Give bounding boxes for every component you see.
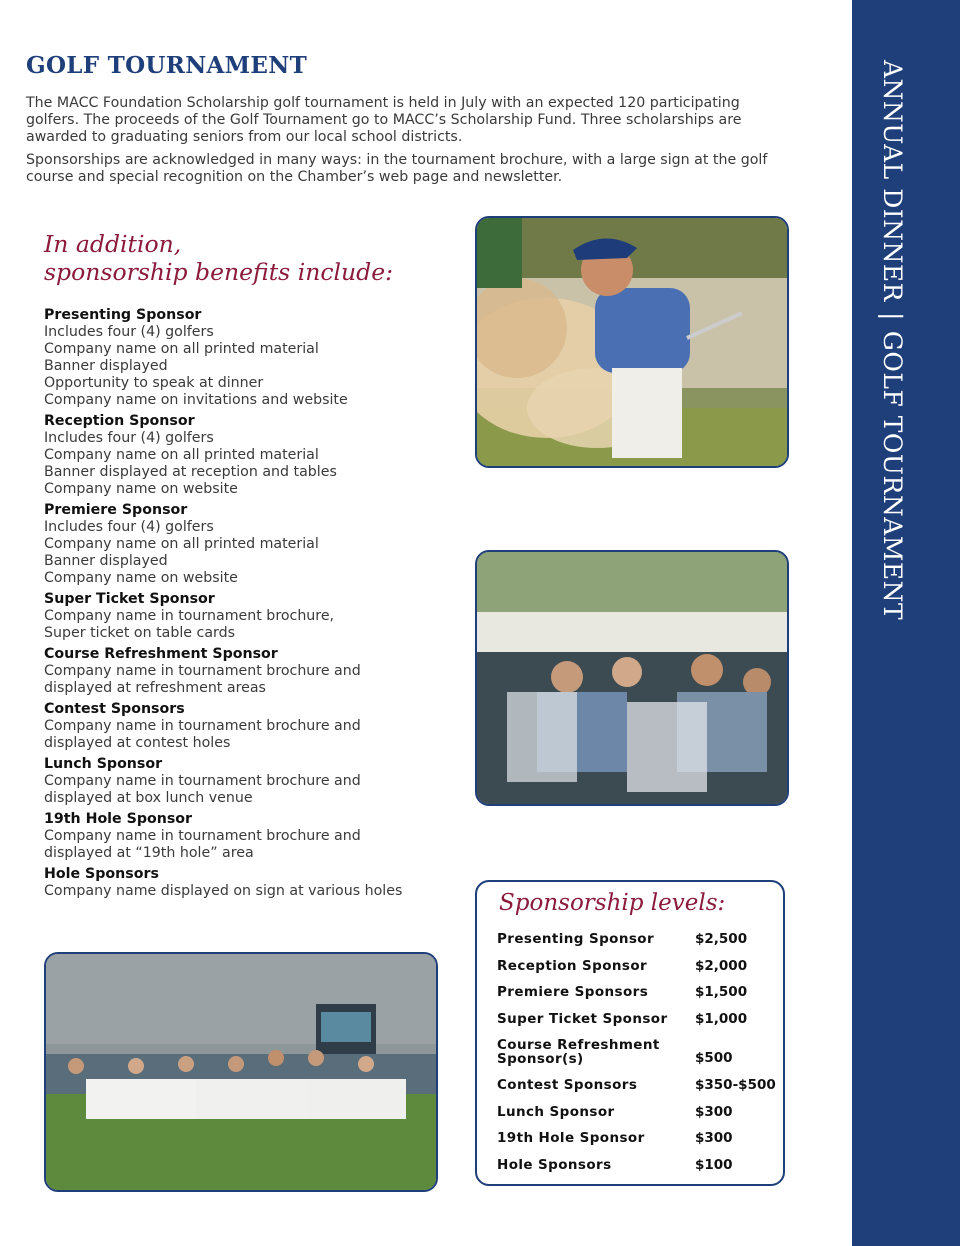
level-row: [497, 1038, 777, 1078]
benefits-heading: [44, 230, 393, 286]
benefit-item: Company name in tournament brochure and: [44, 718, 361, 734]
benefit-group: [44, 646, 464, 697]
benefit-item: Company name on all printed material: [44, 341, 319, 357]
level-amount: $500: [695, 1050, 733, 1066]
intro-paragraph: The MACC Foundation Scholarship golf tournament is held in July with an expected 120 participating golfers. The proceeds of the Golf Tournament go to MACC’s Scholarship Fund. Three scholarships are awarded to graduating seniors from our local school districts.: [26, 95, 742, 145]
benefit-title: 19th Hole Sponsor: [44, 811, 193, 827]
benefit-item: Banner displayed at reception and tables: [44, 464, 337, 480]
level-amount: $300: [695, 1103, 733, 1120]
level-amount: $2,000: [695, 957, 748, 974]
benefits-list: [44, 307, 464, 904]
level-row: [497, 959, 777, 986]
side-banner-left: ANNUAL DINNER: [878, 60, 907, 302]
level-amount: $1,000: [695, 1010, 748, 1027]
benefit-group: [44, 502, 464, 587]
level-amount: $2,500: [695, 931, 748, 947]
sponsorship-levels-box: [475, 880, 785, 1186]
benefit-item: Banner displayed: [44, 553, 168, 569]
side-banner-separator: |: [878, 311, 907, 321]
level-row: [497, 932, 777, 959]
intro-paragraph: Sponsorships are acknowledged in many ways: in the tournament brochure, with a large sign at the golf course and special recognition on the Chamber’s web page and newsletter.: [26, 152, 768, 185]
benefit-item: Includes four (4) golfers: [44, 324, 214, 340]
level-name: Reception Sponsor: [497, 957, 648, 974]
benefit-item: Includes four (4) golfers: [44, 519, 214, 535]
level-name: Super Ticket Sponsor: [497, 1010, 668, 1027]
benefit-group: [44, 811, 464, 862]
benefit-title: Hole Sponsors: [44, 866, 159, 882]
benefit-item: Company name on website: [44, 481, 238, 497]
level-row: [497, 1105, 777, 1132]
level-name: Lunch Sponsor: [497, 1103, 615, 1120]
benefit-item: Company name on all printed material: [44, 536, 319, 552]
benefit-item: Opportunity to speak at dinner: [44, 375, 264, 391]
benefit-item: displayed at contest holes: [44, 735, 231, 751]
benefit-item: Company name in tournament brochure,: [44, 608, 335, 624]
level-name: Course Refreshment Sponsor(s): [497, 1037, 660, 1067]
level-row: [497, 985, 777, 1012]
golf-carts-image: [477, 552, 787, 804]
level-amount: $300: [695, 1130, 733, 1146]
golf-carts-photo: [475, 550, 789, 806]
benefit-item: Includes four (4) golfers: [44, 430, 214, 446]
check-presentation-image: [46, 954, 436, 1190]
benefit-item: Company name on invitations and website: [44, 392, 348, 408]
benefit-group: [44, 756, 464, 807]
golfer-bunker-photo: [475, 216, 789, 468]
level-name: Hole Sponsors: [497, 1156, 612, 1173]
benefit-item: Company name in tournament brochure and: [44, 773, 361, 789]
benefit-group: [44, 866, 464, 900]
level-amount: $100: [695, 1156, 733, 1173]
benefits-heading-line2: sponsorship benefits include:: [44, 258, 394, 286]
level-name: Presenting Sponsor: [497, 931, 655, 947]
benefit-group: [44, 307, 464, 409]
level-amount: $1,500: [695, 984, 748, 1000]
benefit-title: Super Ticket Sponsor: [44, 591, 215, 607]
benefits-heading-line1: In addition,: [44, 230, 182, 258]
side-banner-right: GOLF TOURNAMENT: [878, 330, 907, 621]
benefit-item: Company name on website: [44, 570, 238, 586]
benefit-title: Presenting Sponsor: [44, 307, 202, 323]
benefit-item: displayed at “19th hole” area: [44, 845, 254, 861]
benefit-item: Company name on all printed material: [44, 447, 319, 463]
benefit-item: Banner displayed: [44, 358, 168, 374]
benefit-item: Company name in tournament brochure and: [44, 663, 361, 679]
benefit-title: Contest Sponsors: [44, 701, 185, 717]
level-amount: $350-$500: [695, 1077, 776, 1093]
levels-heading: Sponsorship levels:: [499, 890, 726, 916]
levels-table: [497, 932, 777, 1184]
page-title: GOLF TOURNAMENT: [26, 52, 308, 79]
side-banner-text: [878, 60, 907, 620]
level-name: 19th Hole Sponsor: [497, 1130, 645, 1146]
benefit-title: Reception Sponsor: [44, 413, 195, 429]
level-row: [497, 1158, 777, 1185]
benefit-group: [44, 591, 464, 642]
benefit-item: Company name in tournament brochure and: [44, 828, 361, 844]
benefit-title: Course Refreshment Sponsor: [44, 646, 278, 662]
golfer-bunker-image: [477, 218, 787, 466]
intro-text: [26, 95, 786, 192]
level-row: [497, 1012, 777, 1039]
level-row: [497, 1131, 777, 1158]
benefit-item: Company name displayed on sign at various holes: [44, 883, 403, 899]
benefit-item: displayed at box lunch venue: [44, 790, 253, 806]
level-name: Contest Sponsors: [497, 1077, 638, 1093]
benefit-title: Lunch Sponsor: [44, 756, 163, 772]
benefit-item: Super ticket on table cards: [44, 625, 235, 641]
benefit-item: displayed at refreshment areas: [44, 680, 266, 696]
level-row: [497, 1078, 777, 1105]
check-presentation-photo: [44, 952, 438, 1192]
level-name: Premiere Sponsors: [497, 984, 649, 1000]
benefit-title: Premiere Sponsor: [44, 502, 188, 518]
benefit-group: [44, 701, 464, 752]
benefit-group: [44, 413, 464, 498]
